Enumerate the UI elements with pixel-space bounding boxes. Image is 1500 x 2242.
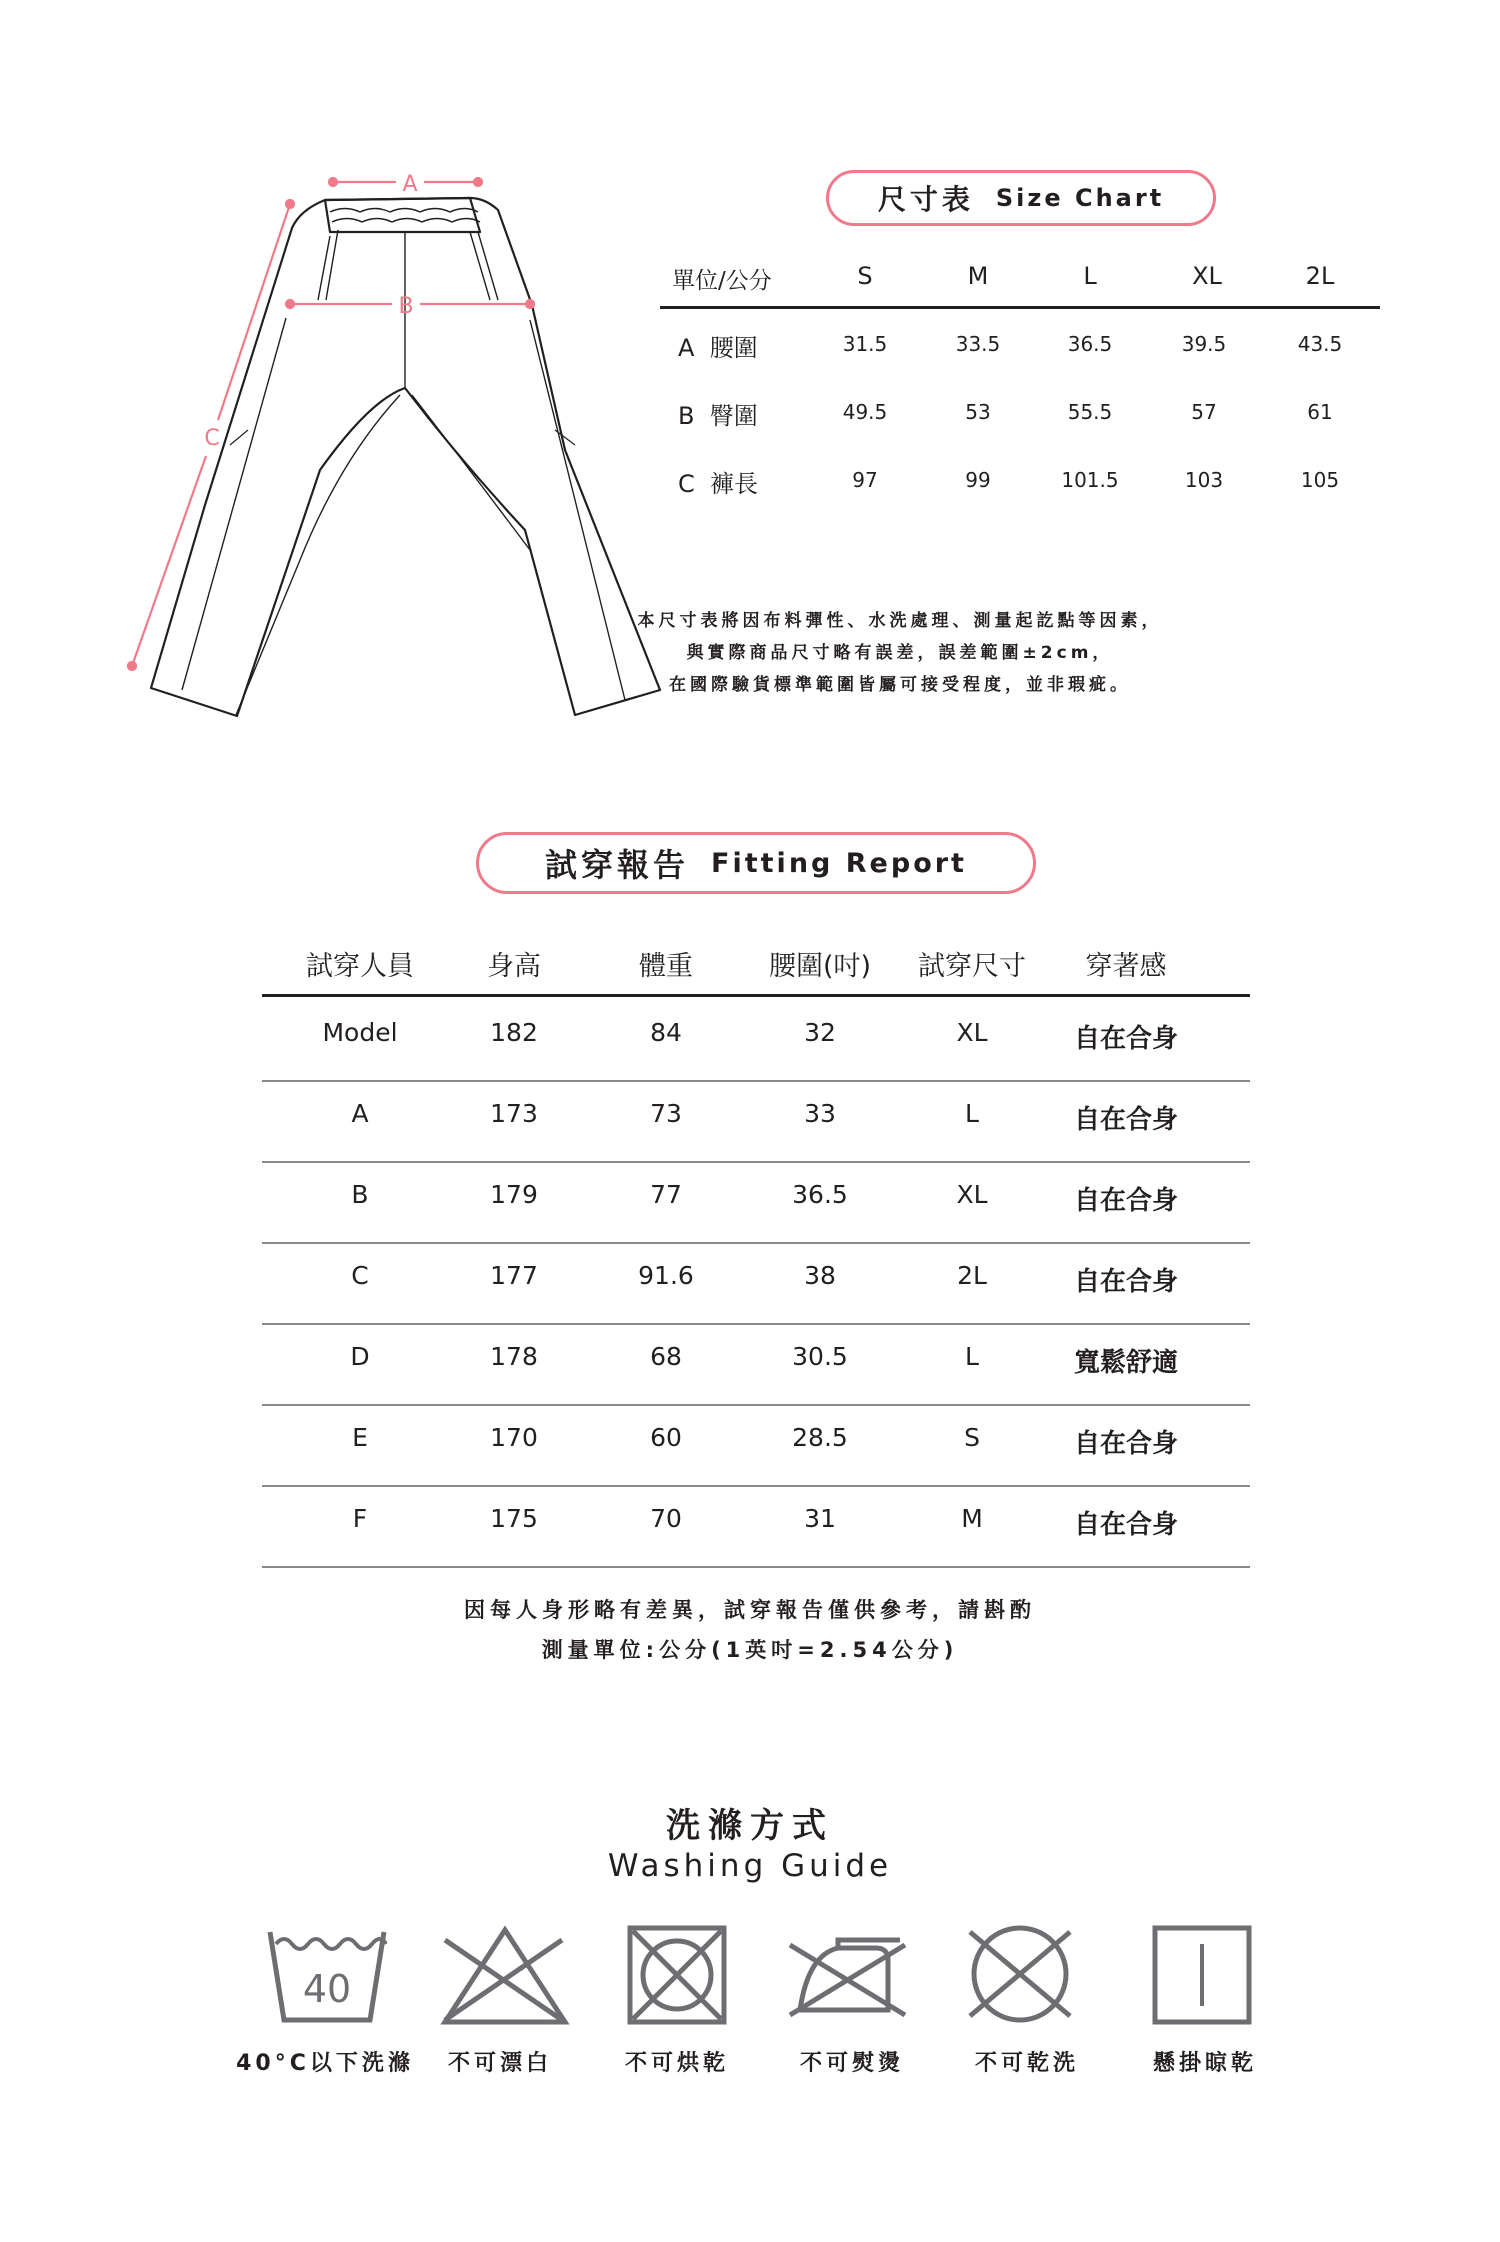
fr-cell-size: S: [964, 1423, 980, 1452]
fr-cell-weight: 70: [650, 1504, 682, 1533]
size-row-c-label: [678, 464, 758, 499]
row-divider: [262, 1404, 1250, 1406]
fr-cell-size: L: [965, 1099, 979, 1128]
size-cell: 43.5: [1297, 332, 1343, 356]
fitting-report-header: [476, 832, 1036, 894]
row-divider: [262, 1566, 1250, 1568]
wash-label: 40°C以下洗滌: [236, 2051, 414, 2076]
fr-cell-tester: A: [351, 1099, 369, 1128]
washing-icons: [250, 1920, 1290, 2030]
fr-cell-waist: 36.5: [792, 1180, 848, 1209]
no-tumble-dry-icon: [630, 1928, 724, 2022]
fr-cell-weight: 68: [650, 1342, 682, 1371]
size-cell: 36.5: [1067, 332, 1113, 356]
fr-cell-weight: 91.6: [638, 1261, 694, 1290]
fr-cell-feel: 自在合身: [1073, 1024, 1178, 1054]
fr-header-size: 試穿尺寸: [918, 951, 1026, 982]
fr-cell-height: 179: [490, 1180, 538, 1209]
fr-cell-size: 2L: [957, 1261, 987, 1290]
fr-cell-weight: 60: [650, 1423, 682, 1452]
fr-cell-size: XL: [956, 1180, 988, 1209]
size-row-b-label: [678, 396, 758, 431]
note-line: 與實際商品尺寸略有誤差，誤差範圍±2cm，: [686, 643, 1114, 663]
size-cell: 31.5: [842, 332, 888, 356]
size-col-2l: 2L: [1305, 262, 1335, 290]
size-chart-title-en: Size Chart: [995, 184, 1165, 212]
fr-header-waist: 腰圍(吋): [768, 951, 872, 982]
size-row-a-label: [678, 328, 758, 363]
fr-header-divider: [262, 994, 1250, 997]
note-line: 本尺寸表將因布料彈性、水洗處理、測量起訖點等因素，: [637, 611, 1163, 631]
fr-cell-size: L: [965, 1342, 979, 1371]
size-chart-divider: [660, 306, 1380, 309]
row-divider: [262, 1080, 1250, 1082]
fr-cell-waist: 30.5: [792, 1342, 848, 1371]
fr-cell-waist: 38: [804, 1261, 836, 1290]
size-col-s: S: [857, 262, 873, 290]
wash-label: 懸掛晾乾: [1152, 2051, 1257, 2076]
fr-cell-size: XL: [956, 1018, 988, 1047]
no-bleach-icon: [445, 1930, 565, 2022]
fr-cell-waist: 32: [804, 1018, 836, 1047]
size-cell: 105: [1300, 468, 1340, 492]
fr-cell-size: M: [961, 1504, 983, 1533]
fr-cell-waist: 28.5: [792, 1423, 848, 1452]
fr-cell-feel: 自在合身: [1073, 1186, 1178, 1216]
row-divider: [262, 1161, 1250, 1163]
fitting-note: [300, 1594, 1200, 1664]
row-key: B: [678, 402, 695, 430]
size-cell: 103: [1184, 468, 1224, 492]
fr-header-tester: 試穿人員: [306, 951, 414, 982]
fr-cell-height: 175: [490, 1504, 538, 1533]
fr-cell-tester: E: [352, 1423, 368, 1452]
size-col-m: M: [967, 262, 989, 290]
fitting-note-line: 測量單位:公分(1英吋=2.54公分): [541, 1638, 959, 1662]
wash-label: 不可漂白: [447, 2051, 552, 2076]
size-col-xl: XL: [1192, 262, 1222, 290]
fr-cell-feel: 自在合身: [1073, 1105, 1178, 1135]
fr-cell-waist: 31: [804, 1504, 836, 1533]
fitting-note-line: 因每人身形略有差異，試穿報告僅供參考，請斟酌: [464, 1598, 1036, 1622]
note-line: 在國際驗貨標準範圍皆屬可接受程度，並非瑕疵。: [669, 675, 1131, 695]
row-key: A: [678, 334, 695, 362]
fr-cell-weight: 73: [650, 1099, 682, 1128]
wash-label: 不可烘乾: [624, 2051, 729, 2076]
no-iron-icon: [790, 1940, 905, 2015]
fr-cell-waist: 33: [804, 1099, 836, 1128]
size-chart-title-zh: 尺寸表: [877, 183, 974, 216]
fr-cell-tester: D: [350, 1342, 370, 1371]
fr-cell-feel: 自在合身: [1073, 1429, 1178, 1459]
wash-label: 不可熨燙: [799, 2051, 904, 2076]
no-dry-clean-icon: [970, 1928, 1070, 2020]
size-chart-header: [826, 170, 1216, 226]
size-cell: 99: [965, 468, 991, 492]
size-col-l: L: [1083, 262, 1097, 290]
fr-cell-feel: 自在合身: [1073, 1267, 1178, 1297]
label-c: C: [204, 426, 220, 451]
wash-label: 不可乾洗: [974, 2051, 1079, 2076]
label-b: B: [398, 294, 414, 319]
fitting-title-zh: 試穿報告: [545, 846, 690, 884]
size-cell: 33.5: [955, 332, 1001, 356]
fr-cell-height: 177: [490, 1261, 538, 1290]
size-cell: 57: [1191, 400, 1217, 424]
size-cell: 49.5: [842, 400, 888, 424]
label-a: A: [402, 172, 418, 197]
washing-title-en: Washing Guide: [607, 1848, 893, 1884]
fr-cell-tester: C: [351, 1261, 369, 1290]
fr-cell-tester: F: [352, 1504, 368, 1533]
fr-cell-height: 178: [490, 1342, 538, 1371]
row-key: C: [678, 470, 695, 498]
fr-cell-height: 170: [490, 1423, 538, 1452]
fr-header-feel: 穿著感: [1085, 951, 1167, 982]
row-divider: [262, 1485, 1250, 1487]
size-chart-note: [520, 605, 1280, 701]
row-divider: [262, 1242, 1250, 1244]
fr-cell-feel: 自在合身: [1073, 1510, 1178, 1540]
fr-cell-feel: 寬鬆舒適: [1073, 1348, 1178, 1378]
fr-cell-tester: B: [351, 1180, 369, 1209]
fr-header-height: 身高: [487, 951, 541, 982]
row-divider: [262, 1323, 1250, 1325]
wash-temp-text: 40: [302, 1967, 352, 2011]
fr-header-weight: 體重: [639, 951, 693, 982]
line-dry-icon: [1155, 1928, 1249, 2022]
fr-cell-tester: Model: [322, 1018, 398, 1047]
fr-cell-height: 182: [490, 1018, 538, 1047]
unit-label: 單位/公分: [672, 268, 772, 294]
fitting-title-en: Fitting Report: [711, 847, 967, 879]
fr-cell-height: 173: [490, 1099, 538, 1128]
size-cell: 39.5: [1181, 332, 1227, 356]
size-cell: 53: [965, 400, 991, 424]
row-name: 褲長: [710, 470, 759, 498]
size-cell: 61: [1307, 400, 1333, 424]
row-name: 腰圍: [709, 334, 758, 362]
size-cell: 97: [852, 468, 878, 492]
size-cell: 55.5: [1067, 400, 1113, 424]
row-name: 臀圍: [709, 402, 758, 430]
size-cell: 101.5: [1061, 468, 1119, 492]
washing-title-zh: 洗滌方式: [666, 1806, 834, 1846]
fr-cell-weight: 84: [650, 1018, 682, 1047]
fr-cell-weight: 77: [650, 1180, 682, 1209]
